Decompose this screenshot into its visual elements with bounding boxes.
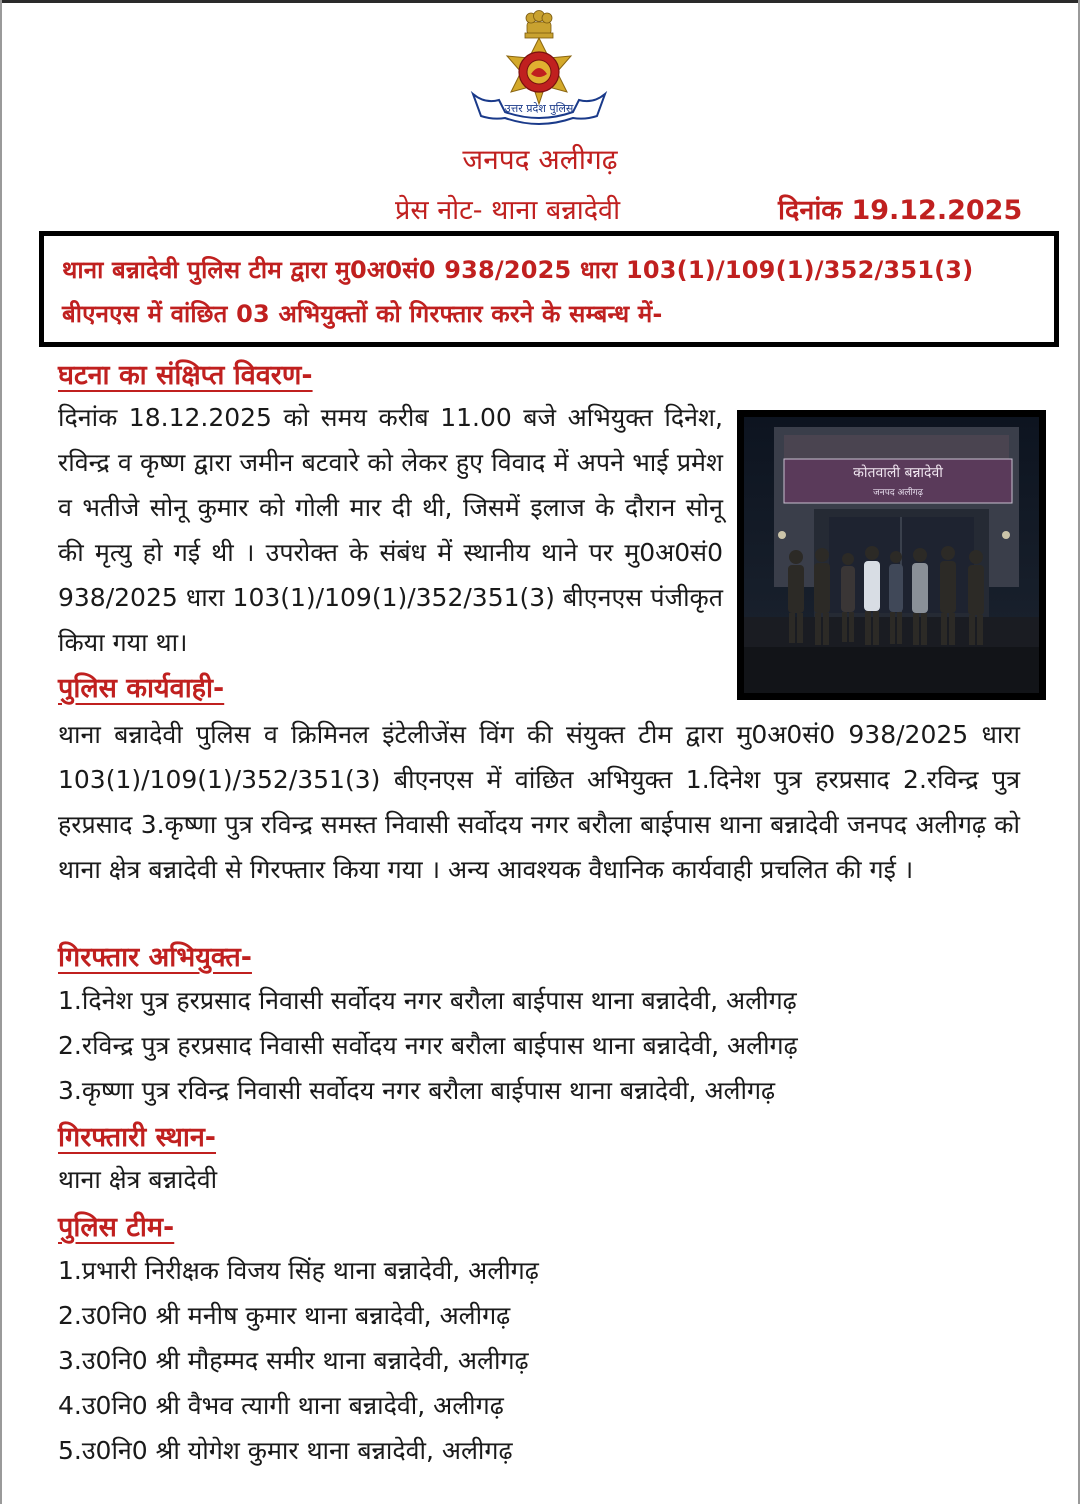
arrest-place-text: थाना क्षेत्र बन्नादेवी bbox=[58, 1165, 218, 1194]
incident-heading: घटना का संक्षिप्त विवरण- bbox=[58, 360, 313, 391]
up-police-emblem-icon bbox=[465, 8, 613, 128]
team-heading: पुलिस टीम- bbox=[58, 1212, 175, 1243]
list-item: 2.उ0नि0 श्री मनीष कुमार थाना बन्नादेवी, अलीगढ़ bbox=[58, 1301, 511, 1330]
list-item: 1.दिनेश पुत्र हरप्रसाद निवासी सर्वोदय नगर बरौला बाईपास थाना बन्नादेवी, अलीगढ़ bbox=[58, 986, 797, 1015]
team-list bbox=[58, 1248, 539, 1473]
left-edge bbox=[0, 0, 2, 1504]
accused-heading: गिरफ्तार अभियुक्त- bbox=[58, 942, 252, 973]
list-item: 2.रविन्द्र पुत्र हरप्रसाद निवासी सर्वोदय नगर बरौला बाईपास थाना बन्नादेवी, अलीगढ़ bbox=[58, 1031, 798, 1060]
top-edge bbox=[0, 0, 1080, 3]
accused-list bbox=[58, 978, 798, 1113]
press-note-date: दिनांक 19.12.2025 bbox=[778, 195, 1023, 226]
incident-photo bbox=[737, 410, 1046, 700]
list-item: 1.प्रभारी निरीक्षक विजय सिंह थाना बन्नादेवी, अलीगढ़ bbox=[58, 1256, 539, 1285]
action-text: थाना बन्नादेवी पुलिस व क्रिमिनल इंटेलीजेंस विंग की संयुक्त टीम द्वारा मु0अ0सं0 938/2025 धारा 103(1)/109(1)/352/351(3) बीएनएस में वांछित अभियुक्त 1.दिनेश पुत्र हरप्रसाद 2.रविन्द्र पुत्र हरप्रसाद 3.कृष्णा पुत्र रविन्द्र समस्त निवासी सर्वोदय नगर बरौला बाईपास थाना बन्नादेवी जनपद अलीगढ़ को थाना क्षेत्र बन्नादेवी से गिरफ्तार किया गया । अन्य आवश्यक वैधानिक कार्यवाही प्रचलित की गई । bbox=[58, 720, 1020, 884]
arrest-place-heading: गिरफ्तारी स्थान- bbox=[58, 1122, 217, 1153]
list-item: 3.कृष्णा पुत्र रविन्द्र निवासी सर्वोदय नगर बरौला बाईपास थाना बन्नादेवी, अलीगढ़ bbox=[58, 1076, 776, 1105]
action-heading: पुलिस कार्यवाही- bbox=[58, 673, 225, 704]
incident-text: दिनांक 18.12.2025 को समय करीब 11.00 बजे अभियुक्त दिनेश, रविन्द्र व कृष्ण द्वारा जमीन बटवारे को लेकर हुए विवाद में अपने भाई प्रमेश व भतीजे सोनू कुमार को गोली मार दी थी, जिसमें इलाज के दौरान सोनू की मृत्यु हो गई थी । उपरोक्त के संबंध में स्थानीय थाने पर मु0अ0सं0 938/2025 धारा 103(1)/109(1)/352/351(3) बीएनएस पंजीकृत किया गया था। bbox=[58, 403, 723, 657]
photo-sign-text: कोतवाली बन्नादेवी bbox=[853, 465, 943, 481]
list-item: 3.उ0नि0 श्री मौहम्मद समीर थाना बन्नादेवी, अलीगढ़ bbox=[58, 1346, 529, 1375]
list-item: 5.उ0नि0 श्री योगेश कुमार थाना बन्नादेवी, अलीगढ़ bbox=[58, 1436, 513, 1465]
press-note-title: प्रेस नोट- थाना बन्नादेवी bbox=[395, 195, 621, 226]
subject-text: थाना बन्नादेवी पुलिस टीम द्वारा मु0अ0सं0 938/2025 धारा 103(1)/109(1)/352/351(3) बीएनएस में वांछित 03 अभियुक्तों को गिरफ्तार करने के सम्बन्ध में- bbox=[62, 256, 974, 328]
district-title: जनपद अलीगढ़ bbox=[462, 143, 618, 176]
emblem-ribbon-text: उत्तर प्रदेश पुलिस bbox=[504, 102, 574, 115]
subject-box bbox=[39, 231, 1059, 347]
photo-sign-sub: जनपद अलीगढ़ bbox=[873, 488, 923, 498]
list-item: 4.उ0नि0 श्री वैभव त्यागी थाना बन्नादेवी, अलीगढ़ bbox=[58, 1391, 504, 1420]
